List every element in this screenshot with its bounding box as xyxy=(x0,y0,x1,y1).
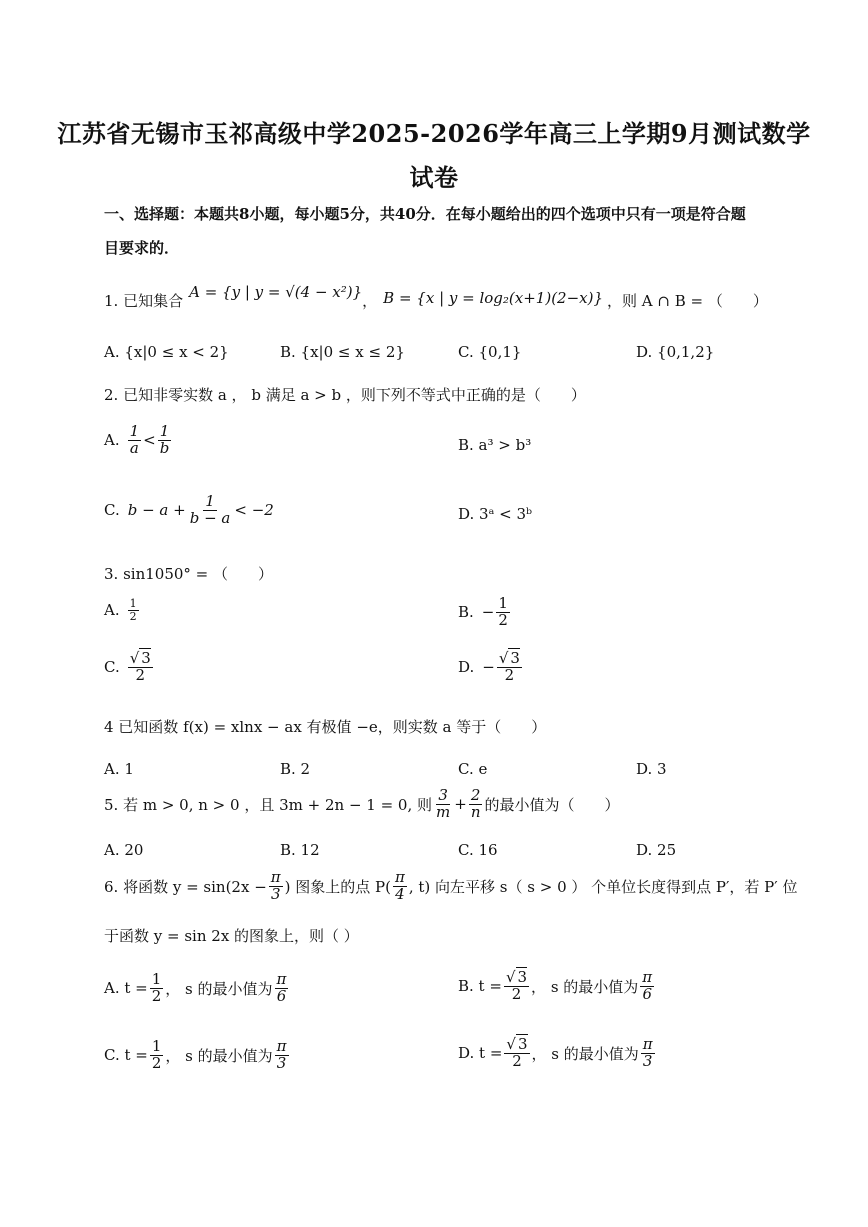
section-heading-line2: 目要求的． xyxy=(104,239,180,257)
page-title-line1: 江苏省无锡市玉祁高级中学2025-2026学年高三上学期9月测试数学 xyxy=(57,119,811,148)
question-5-stem: 5. 若 m > 0, n > 0 ，且 3m + 2n − 1 = 0, 则 $\frac{3}{m}$ + $\frac{2}{n}$ 的最小值为（ ） xyxy=(104,786,620,821)
section-heading-line1: 一、选择题：本题共8小题，每小题5分，共40分．在每小题给出的四个选项中只有一项是符合题 xyxy=(104,205,746,223)
page-title-line2: 试卷 xyxy=(409,163,459,192)
q1-option-c: C. {0,1} xyxy=(458,343,522,361)
q6-option-a: A. t = $\frac{1}{2}$ ， s 的最小值为 $\frac{\pi}{6}$ xyxy=(104,970,287,1005)
question-3-stem: 3. sin1050° = （ ） xyxy=(104,565,274,583)
q6-option-b: B. t = $\frac{√ 3}{2}$ ， s 的最小值为 $\frac{\pi}{6}$ xyxy=(458,968,653,1003)
question-1-stem: 1. 已知集合 A = {y | y = √(4 − x²)} ， B = {x | y = log₂(x+1)(2−x)} ，则 A ∩ B = （ ） xyxy=(104,282,768,310)
q4-option-c: C. e xyxy=(458,760,488,778)
q2-option-d: D. 3ᵃ < 3ᵇ xyxy=(458,505,533,523)
question-2-stem: 2. 已知非零实数 a ， b 满足 a > b ，则下列不等式中正确的是（ ） xyxy=(104,386,586,404)
q3-option-d: D. − $\frac{√ 3}{2}$ xyxy=(458,649,520,684)
q3-option-c: C. $\frac{√ 3}{2}$ xyxy=(104,649,151,684)
q5-option-d: D. 25 xyxy=(636,841,677,859)
q1-option-d: D. {0,1,2} xyxy=(636,343,715,361)
set-b-expression: B = {x | y = log₂(x+1)(2−x)} xyxy=(383,288,604,307)
q1-option-b: B. {x|0 ≤ x ≤ 2} xyxy=(280,343,405,361)
q4-option-a: A. 1 xyxy=(104,760,134,778)
q5-option-a: A. 20 xyxy=(104,841,144,859)
q1-option-a: A. {x|0 ≤ x < 2} xyxy=(104,343,229,361)
q5-option-b: B. 12 xyxy=(280,841,320,859)
question-4-stem: 4 已知函数 f(x) = xlnx − ax 有极值 −e，则实数 a 等于（ ） xyxy=(104,718,547,736)
q3-option-a: A. $\frac{1}{2}$ xyxy=(104,597,137,623)
q3-option-b: B. − $\frac{1}{2}$ xyxy=(458,594,508,629)
q6-option-d: D. t = $\frac{√ 3}{2}$ ， s 的最小值为 $\frac{\pi}{3}$ xyxy=(458,1035,653,1070)
question-6-stem-line2: 于函数 y = sin 2x 的图象上，则（ ） xyxy=(104,927,359,945)
question-6-stem-line1: 6. 将函数 y = sin(2x − $\frac{\pi}{3}$ ) 图象上的点 P( $\frac{\pi}{4}$ , t) 向左平移 s（ s > 0 ） 个单位长度得到点 P′，若 P′ 位 xyxy=(104,868,798,903)
q5-option-c: C. 16 xyxy=(458,841,498,859)
q4-option-b: B. 2 xyxy=(280,760,311,778)
q6-option-c: C. t = $\frac{1}{2}$ ， s 的最小值为 $\frac{\pi}{3}$ xyxy=(104,1037,287,1072)
q2-option-a: A. $\frac{1}{a}$ < $\frac{1}{b}$ xyxy=(104,422,170,457)
q2-option-c: C. b − a + $\frac{1}{b - a}$ < −2 xyxy=(104,492,274,527)
set-a-expression: A = {y | y = √(4 − x²)} xyxy=(189,282,363,301)
q4-option-d: D. 3 xyxy=(636,760,667,778)
q2-option-b: B. a³ > b³ xyxy=(458,436,532,454)
